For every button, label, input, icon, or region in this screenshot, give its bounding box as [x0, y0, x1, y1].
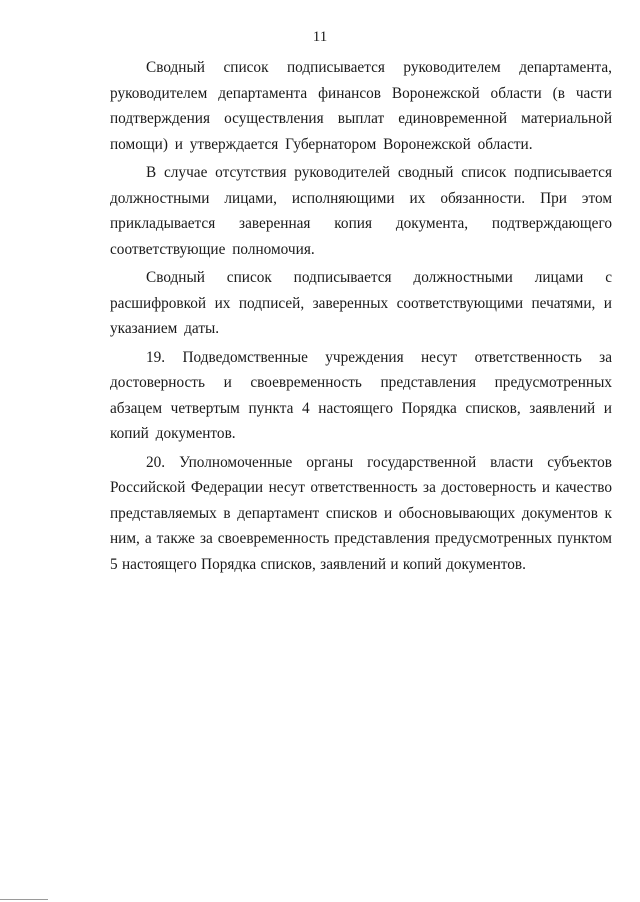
document-body: [110, 55, 612, 577]
paragraph-signature-decryption: Сводный список подписывается должностными лицами с расшифровкой их подписей, заверенных соответствующими печатями, и указанием даты.: [110, 269, 612, 337]
footer-rule: [0, 899, 48, 900]
paragraph-item-20: 20. Уполномоченные органы государственной власти субъектов Российской Федерации несут ответственность за достоверность и качество представляемых в департамент списков и обосновывающих документов к ним, а также за своевременность представления предусмотренных пунктом 5 настоящего Порядка списков, заявлений и копий документов.: [110, 453, 612, 573]
paragraph-item-19: 19. Подведомственные учреждения несут ответственность за достоверность и своевременность представления предусмотренных абзацем четвертым пункта 4 настоящего Порядка списков, заявлений и копий документов.: [110, 348, 612, 442]
paragraph-summary-list-signing: Сводный список подписывается руководителем департамента, руководителем департамента финансов Воронежской области (в части подтверждения осуществления выплат единовременной материальной помощи) и утверждается Губернатором Воронежской области.: [110, 59, 612, 153]
page-number: 11: [312, 29, 328, 45]
paragraph-absence-of-heads: В случае отсутствия руководителей сводный список подписывается должностными лицами, исполняющими их обязанности. При этом прикладывается заверенная копия документа, подтверждающего соответствующие полномочия.: [110, 164, 612, 258]
